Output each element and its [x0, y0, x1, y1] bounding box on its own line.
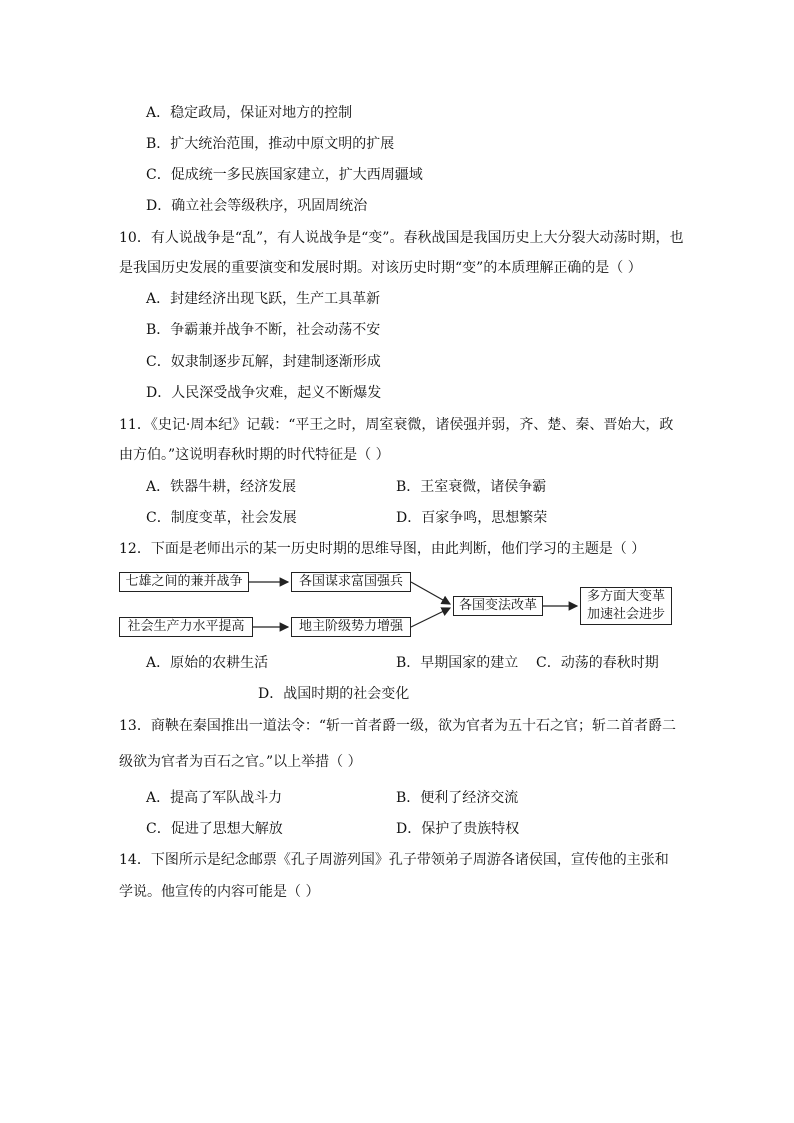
mind-map-box-landlord-class: 地主阶级势力增强 — [291, 617, 411, 637]
q12-stem: 12．下面是老师出示的某一历史时期的思维导图，由此判断，他们学习的主题是（ ） — [119, 541, 646, 557]
arrow-box4-to-box5 — [411, 608, 450, 627]
q13-stem-line2: 级欲为官者为百石之官。”以上举措（ ） — [119, 754, 362, 770]
q13-option-c: C．促进了思想大解放 — [146, 821, 283, 837]
q9-option-b: B．扩大统治范围，推动中原文明的扩展 — [146, 136, 395, 152]
q14-stem-line1: 14．下图所示是纪念邮票《孔子周游列国》孔子带领弟子周游各诸侯国，宣传他的主张和 — [119, 852, 669, 868]
q11-option-d: D．百家争鸣，思想繁荣 — [396, 510, 548, 526]
q13-stem-line1: 13．商鞅在秦国推出一道法令：“斩一首者爵一级，欲为官者为五十石之官；斩二首者爵二 — [119, 718, 676, 734]
q13-option-b: B．便利了经济交流 — [396, 790, 519, 806]
q11-option-b: B．王室衰微，诸侯争霸 — [396, 479, 547, 495]
q9-option-d: D．确立社会等级秩序，巩固周统治 — [146, 198, 368, 214]
q13-option-a: A．提高了军队战斗力 — [146, 790, 283, 806]
arrow-box2-to-box5 — [411, 582, 450, 604]
q11-stem-line2: 由方伯。”这说明春秋时期的时代特征是（ ） — [119, 447, 390, 463]
q10-option-d: D．人民深受战争灾难，起义不断爆发 — [146, 385, 382, 401]
q10-stem-line2: 是我国历史发展的重要演变和发展时期。对该历史时期“变”的本质理解正确的是（ ） — [119, 260, 642, 276]
mind-map-box-great-change: 多方面大变革 加速社会进步 — [580, 587, 672, 625]
mind-map-box-reforms: 各国变法改革 — [453, 596, 543, 616]
q11-stem-line1: 11．《史记·周本纪》记载：“平王之时，周室衰微，诸侯强并弱，齐、楚、秦、晋始大，政 — [119, 417, 674, 433]
q10-option-a: A．封建经济出现飞跃，生产工具革新 — [146, 291, 381, 307]
q10-stem-line1: 10．有人说战争是“乱”，有人说战争是“变”。春秋战国是我国历史上大分裂大动荡时期，也 — [119, 230, 684, 246]
q9-option-a: A．稳定政局，保证对地方的控制 — [146, 105, 353, 121]
q9-option-c: C．促成统一多民族国家建立，扩大西周疆域 — [146, 167, 423, 183]
q12-option-b: B．早期国家的建立 — [396, 655, 519, 671]
q12-option-c: C．动荡的春秋时期 — [536, 655, 659, 671]
q12-option-d: D．战国时期的社会变化 — [258, 686, 410, 702]
q10-option-b: B．争霸兼并战争不断，社会动荡不安 — [146, 322, 381, 338]
mind-map-box-productivity: 社会生产力水平提高 — [119, 617, 253, 637]
q14-stem-line2: 学说。他宣传的内容可能是（ ） — [119, 884, 320, 900]
q12-option-a: A．原始的农耕生活 — [146, 655, 269, 671]
q12-mind-map — [119, 568, 679, 638]
q10-option-c: C．奴隶制逐步瓦解，封建制逐渐形成 — [146, 354, 381, 370]
q13-option-d: D．保护了贵族特权 — [396, 821, 520, 837]
mind-map-box-annexation-wars: 七雄之间的兼并战争 — [119, 572, 249, 592]
q11-option-a: A．铁器牛耕，经济发展 — [146, 479, 297, 495]
q11-option-c: C．制度变革，社会发展 — [146, 510, 297, 526]
mind-map-box-rich-strong: 各国谋求富国强兵 — [291, 572, 411, 592]
